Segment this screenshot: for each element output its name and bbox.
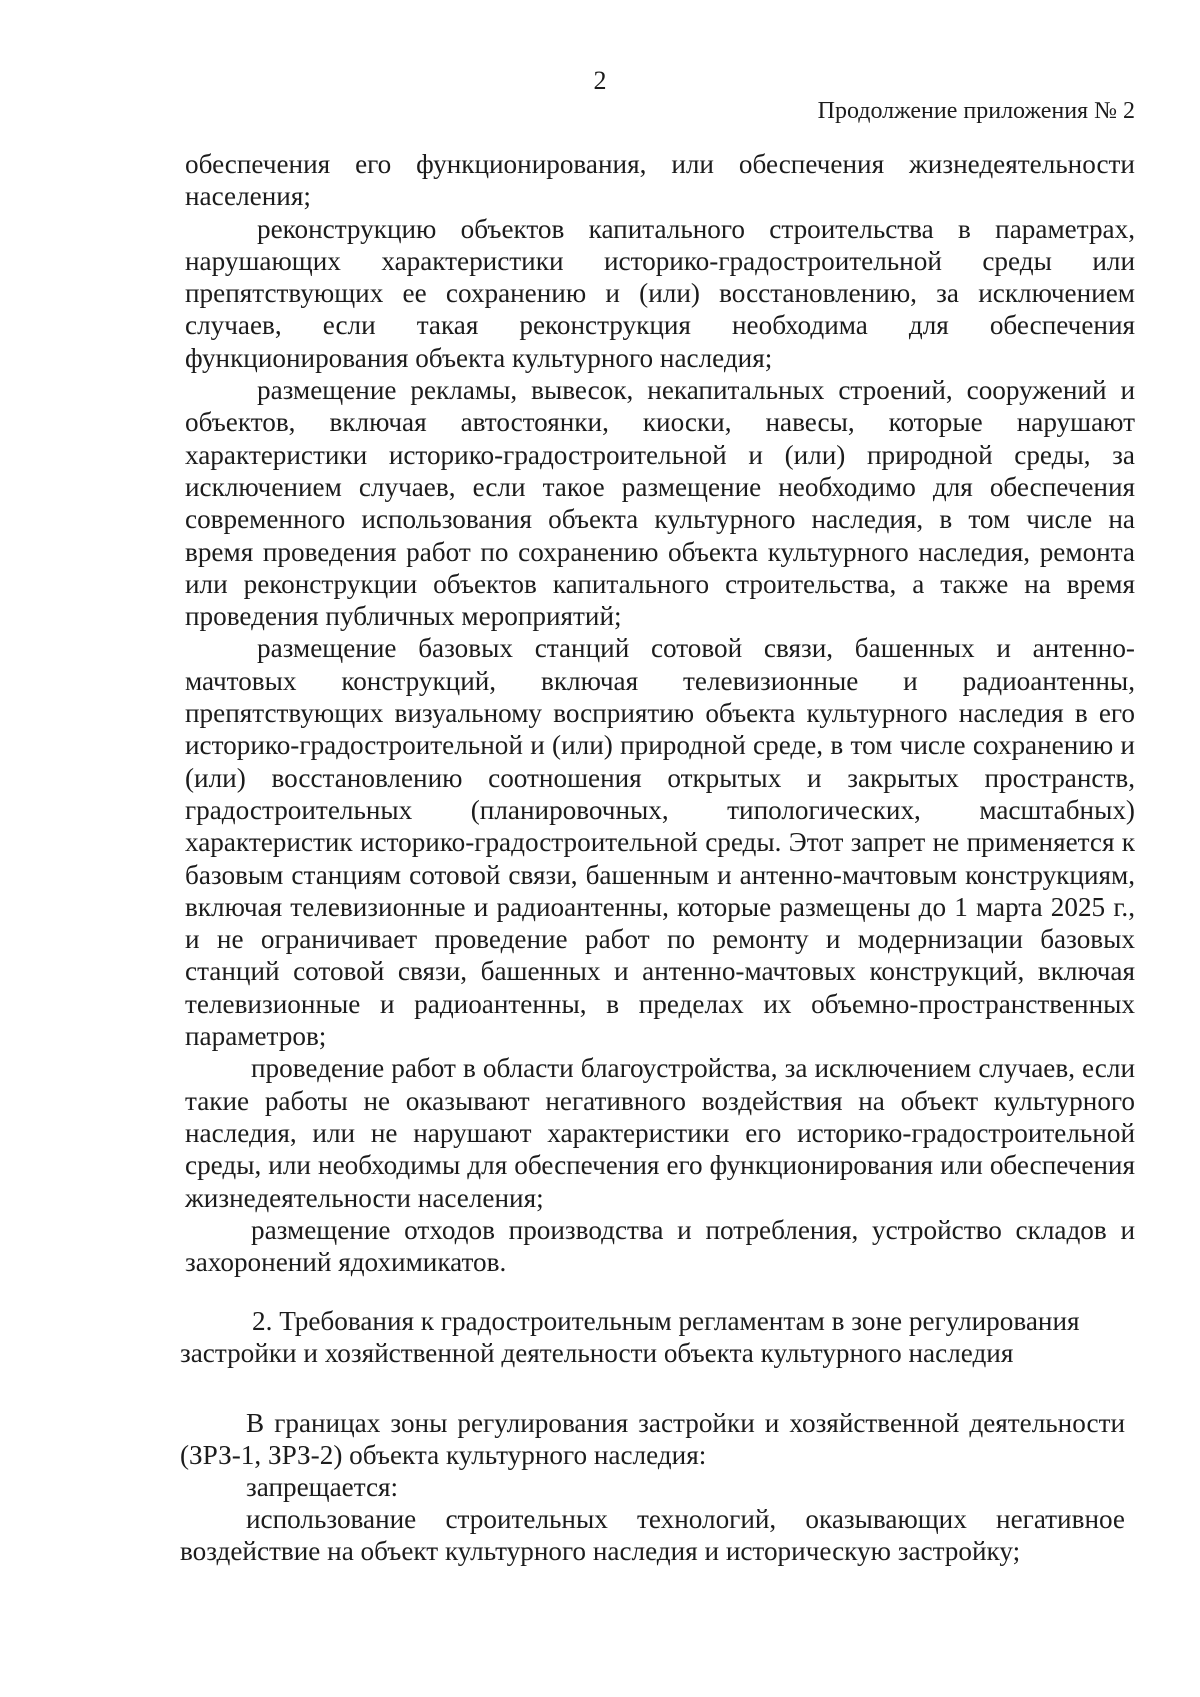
section-2-heading: 2. Требования к градостроительным регламентам в зоне регулирования застройки и хозяйственной деятельности объекта культурного наследия	[180, 1306, 1080, 1369]
section-2-body	[180, 1407, 1125, 1567]
prohibited-label: запрещается:	[246, 1472, 399, 1502]
paragraph-continuation: обеспечения его функционирования, или обеспечения жизнедеятельности населения;	[185, 149, 1135, 212]
paragraph-advertising: размещение рекламы, вывесок, некапитальных строений, сооружений и объектов, включая автостоянки, киоски, навесы, которые нарушают характеристики историко-градостроительной и (или) природной среды, за исключением случаев, если такое размещение необходимо для обеспечения современного использования объекта культурного наследия, в том числе на время проведения работ по сохранению объекта культурного наследия, ремонта или реконструкции объектов капитального строительства, а также на время проведения публичных мероприятий;	[185, 375, 1135, 632]
paragraph-construction-tech: использование строительных технологий, оказывающих негативное воздействие на объект культурного наследия и историческую застройку;	[180, 1504, 1125, 1566]
section-1-body	[185, 148, 1135, 1278]
appendix-continuation-note: Продолжение приложения № 2	[817, 98, 1135, 124]
paragraph-zone-intro: В границах зоны регулирования застройки и хозяйственной деятельности (ЗРЗ-1, ЗРЗ-2) объекта культурного наследия:	[180, 1408, 1125, 1470]
paragraph-reconstruction: реконструкцию объектов капитального строительства в параметрах, нарушающих характеристики историко-градостроительной среды или препятствующих ее сохранению и (или) восстановлению, за исключением случаев, если такая реконструкция необходима для обеспечения функционирования объекта культурного наследия;	[185, 213, 1135, 373]
paragraph-landscaping: проведение работ в области благоустройства, за исключением случаев, если такие работы не оказывают негативного воздействия на объект культурного наследия, или не нарушают характеристики его историко-градостроительной среды, или необходимы для обеспечения его функционирования или обеспечения жизнедеятельности населения;	[185, 1053, 1135, 1213]
section-2-heading-block	[180, 1305, 1125, 1370]
paragraph-cell-towers: размещение базовых станций сотовой связи, башенных и антенно-мачтовых конструкций, включая телевизионные и радиоантенны, препятствующих визуальному восприятию объекта культурного наследия в его историко-градостроительной и (или) природной среде, в том числе сохранению и (или) восстановлению соотношения открытых и закрытых пространств, градостроительных (планировочных, типологических, масштабных) характеристик историко-градостроительной среды. Этот запрет не применяется к базовым станциям сотовой связи, башенным и антенно-мачтовым конструкциям, включая телевизионные и радиоантенны, которые размещены до 1 марта 2025 г., и не ограничивает проведение работ по ремонту и модернизации базовых станций сотовой связи, башенных и антенно-мачтовых конструкций, включая телевизионные и радиоантенны, в пределах их объемно-пространственных параметров;	[185, 633, 1135, 1052]
page-number: 2	[593, 66, 607, 95]
paragraph-waste: размещение отходов производства и потребления, устройство складов и захоронений ядохимикатов.	[185, 1214, 1135, 1278]
